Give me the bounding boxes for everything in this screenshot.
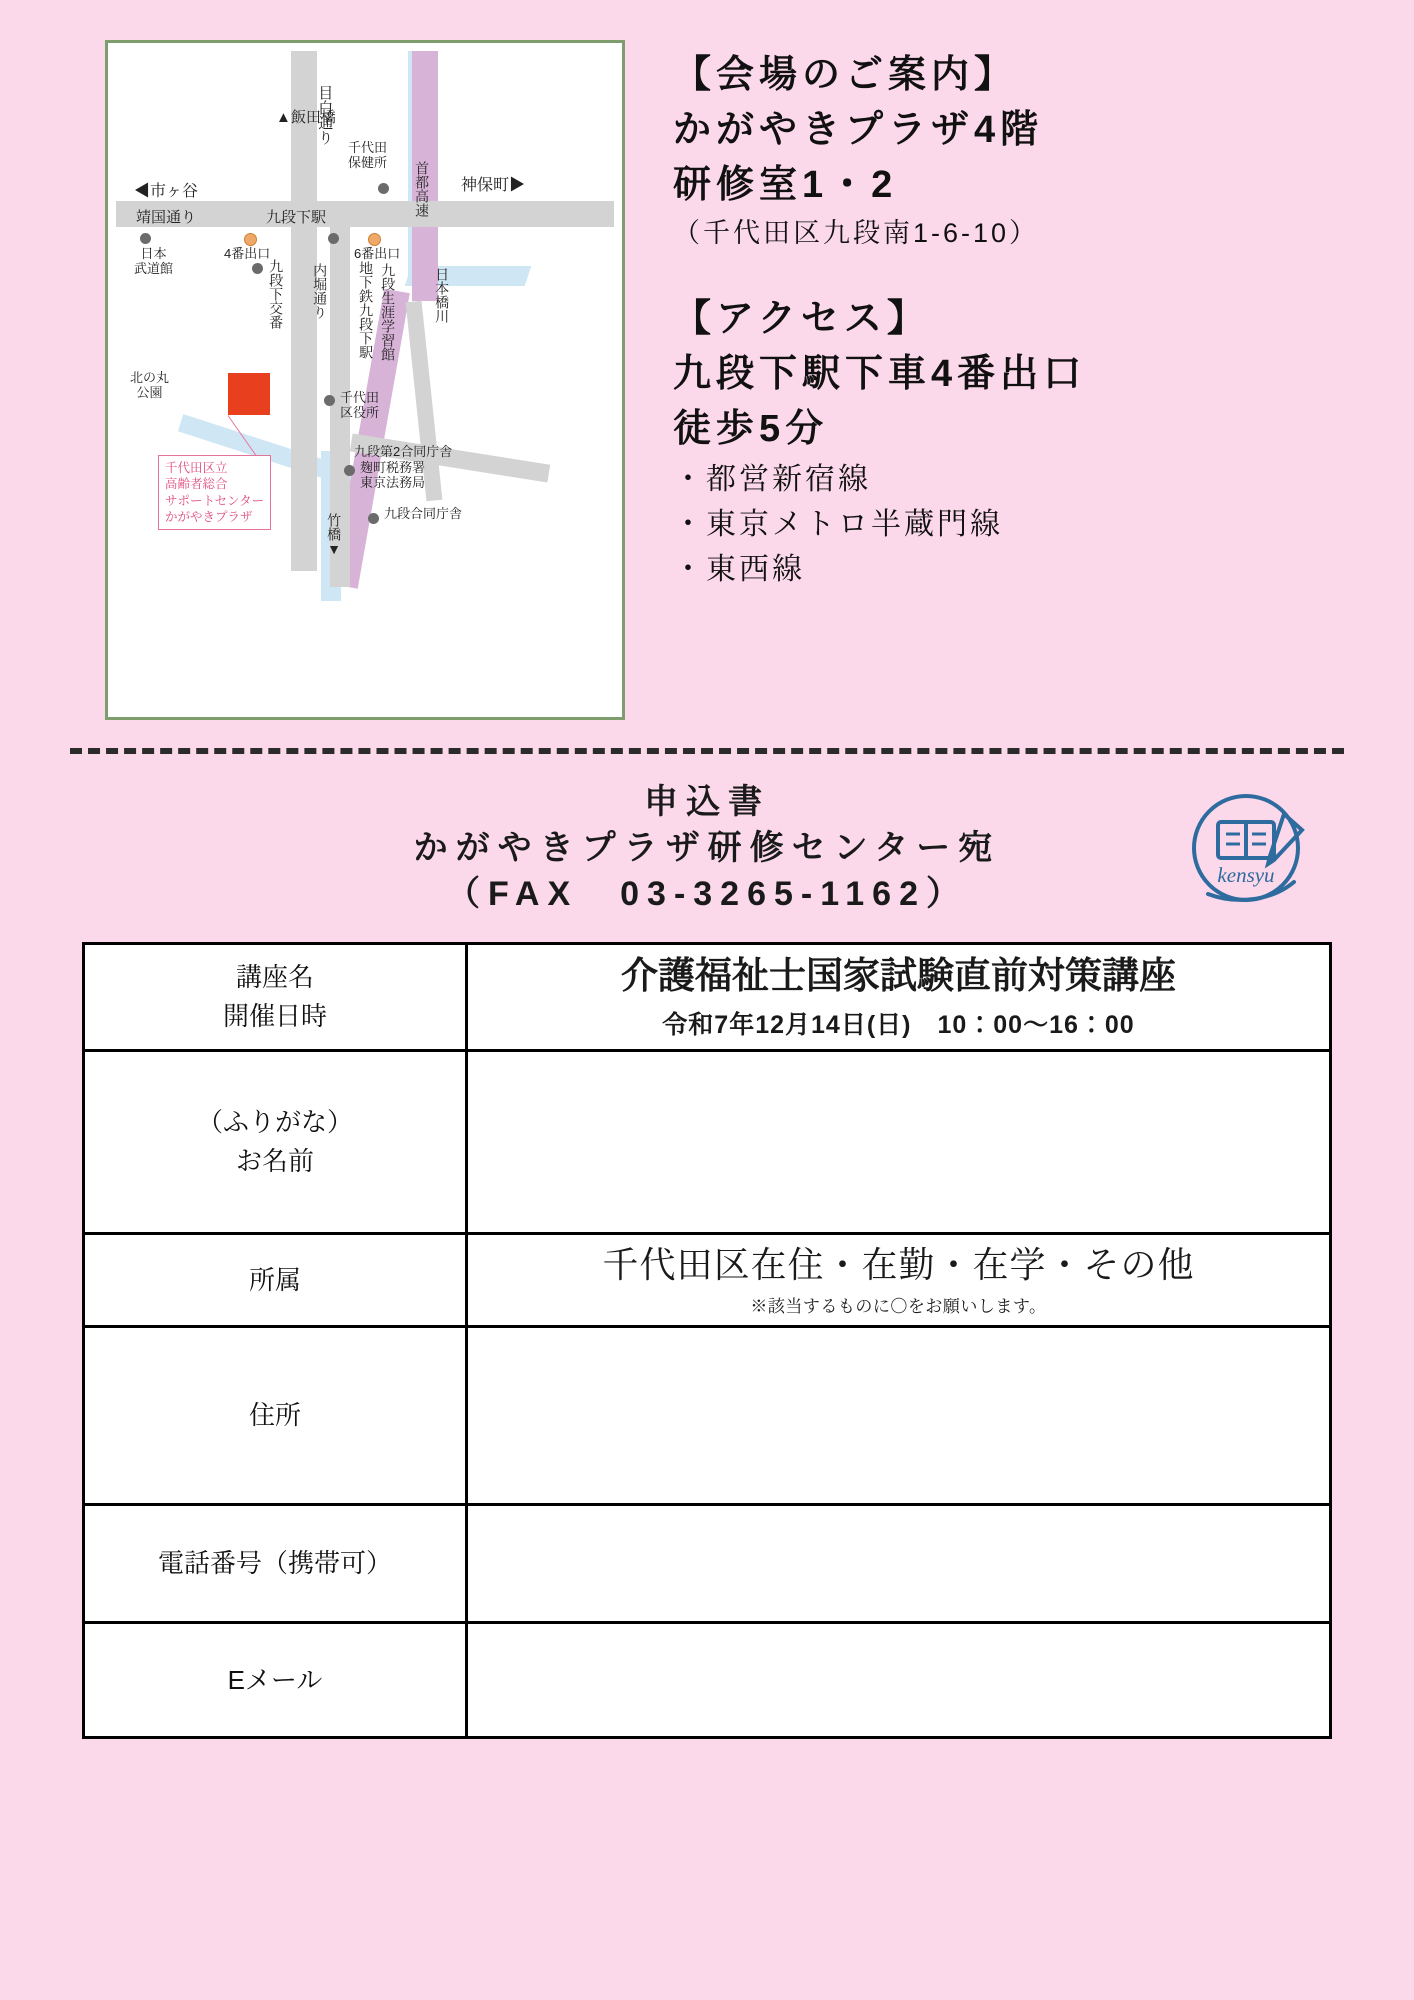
map-label-kudanshita-koban: 九段下交番 (268, 259, 285, 329)
row-label-phone: 電話番号（携帯可） (84, 1505, 467, 1623)
map-dot-hokenjo (378, 183, 389, 194)
access-route-1: ・東京メトロ半蔵門線 (673, 508, 1003, 542)
application-form-table (82, 942, 1332, 1739)
row-label-email: Eメール (84, 1623, 467, 1738)
form-addressee: かがやきプラザ研修センター宛 (413, 828, 1001, 867)
venue-map (105, 40, 625, 720)
map-dot-zeimusho (344, 465, 355, 476)
form-header (0, 780, 1414, 918)
access-route-0: ・都営新宿線 (673, 463, 871, 497)
table-row (84, 1505, 1331, 1623)
course-date: 令和7年12月14日(日) 10：00〜16：00 (662, 1010, 1135, 1039)
map-label-kudanshita-eki: 九段下駅 (266, 209, 327, 226)
map-label-chiyoda-hokenjo: 千代田 保健所 (348, 140, 388, 170)
affiliation-options[interactable]: 千代田区在住・在勤・在学・その他 (602, 1243, 1195, 1285)
course-name: 介護福祉士国家試験直前対策講座 (621, 954, 1176, 996)
map-label-kudan-godo: 九段合同庁舎 (384, 506, 463, 521)
map-label-chiyoda-kuyakusho: 千代田 区役所 (340, 390, 380, 420)
venue-info (625, 40, 1086, 720)
map-label-iidabashi: ▲飯田橋 (276, 109, 336, 126)
venue-line2: 研修室1・2 (673, 164, 898, 207)
map-label-jimbocho: 神保町▶ (461, 177, 526, 194)
map-label-kitanomaru-park: 北の丸 公園 (130, 370, 170, 400)
map-dot-exit4 (244, 233, 257, 246)
access-heading: 【アクセス】 (673, 297, 930, 340)
map-label-yasukuni-dori: 靖国通り (136, 209, 197, 226)
row-label-course-line1: 講座名 (235, 961, 314, 992)
map-dot-budokan (140, 233, 151, 244)
map-label-takebashi: 竹橋▼ (326, 513, 343, 557)
map-label-subway-kudanshita: 地下鉄九段下駅 (358, 261, 375, 359)
row-label-name-line1: （ふりがな） (196, 1106, 353, 1137)
kensyu-logo-icon (1174, 786, 1324, 916)
row-input-name[interactable] (467, 1050, 1331, 1233)
access-line2: 徒歩5分 (673, 407, 829, 450)
map-label-nippon-budokan: 日本 武道館 (134, 246, 174, 276)
map-canvas (116, 51, 614, 709)
venue-address: （千代田区九段南1-6-10） (673, 218, 1040, 249)
map-label-exit6: 6番出口 (354, 246, 401, 261)
map-label-uchibori-dori: 内堀通り (312, 263, 329, 319)
row-label-name (84, 1050, 467, 1233)
affiliation-note: ※該当するものに〇をお願いします。 (750, 1297, 1047, 1317)
venue-heading: 【会場のご案内】 (673, 54, 1018, 96)
map-label-kudan-2nd: 九段第2合同庁舎 (354, 444, 453, 459)
kensyu-logo-text: kensyu (1217, 863, 1275, 887)
top-section (0, 0, 1414, 720)
row-input-address[interactable] (467, 1327, 1331, 1505)
table-row (84, 1327, 1331, 1505)
map-label-shutoko: 首都高速 (414, 161, 431, 217)
table-row (84, 1233, 1331, 1326)
row-input-email[interactable] (467, 1623, 1331, 1738)
map-dot-subway (328, 233, 339, 244)
row-input-phone[interactable] (467, 1505, 1331, 1623)
map-label-exit4: 4番出口 (224, 246, 271, 261)
map-callout-kagayaki: 千代田区立 高齢者総合 サポートセンター かがやきプラザ (158, 455, 271, 530)
row-label-affiliation: 所属 (84, 1233, 467, 1326)
row-value-course (467, 943, 1331, 1050)
map-target-block (228, 373, 270, 415)
row-label-course (84, 943, 467, 1050)
venue-line1: かがやきプラザ4階 (673, 109, 1044, 152)
map-label-nihonbashi-river: 日本橋川 (434, 267, 451, 323)
map-label-shogai-gakushukan: 九段生涯学習館 (380, 263, 397, 361)
dashed-divider (70, 748, 1344, 754)
row-label-address: 住所 (84, 1327, 467, 1505)
map-dot-kuyakusho (324, 395, 335, 406)
row-value-affiliation[interactable] (467, 1233, 1331, 1326)
map-dot-koban (252, 263, 263, 274)
access-route-2: ・東西線 (673, 553, 805, 587)
map-dot-exit6 (368, 233, 381, 246)
row-label-course-line2: 開催日時 (222, 1000, 327, 1031)
table-row (84, 1050, 1331, 1233)
map-label-ichigaya: ◀市ヶ谷 (134, 183, 199, 200)
row-label-name-line2: お名前 (235, 1145, 314, 1176)
map-dot-kudan-godo (368, 513, 379, 524)
map-label-kojimachi-zeimusho: 麹町税務署 東京法務局 (360, 460, 426, 490)
form-title: 申込書 (644, 783, 770, 821)
map-label-mejiro-dori: 目白通り (316, 85, 334, 145)
form-fax: （FAX 03-3265-1162） (446, 874, 968, 913)
table-row (84, 943, 1331, 1050)
table-row (84, 1623, 1331, 1738)
access-line1: 九段下駅下車4番出口 (673, 352, 1087, 395)
